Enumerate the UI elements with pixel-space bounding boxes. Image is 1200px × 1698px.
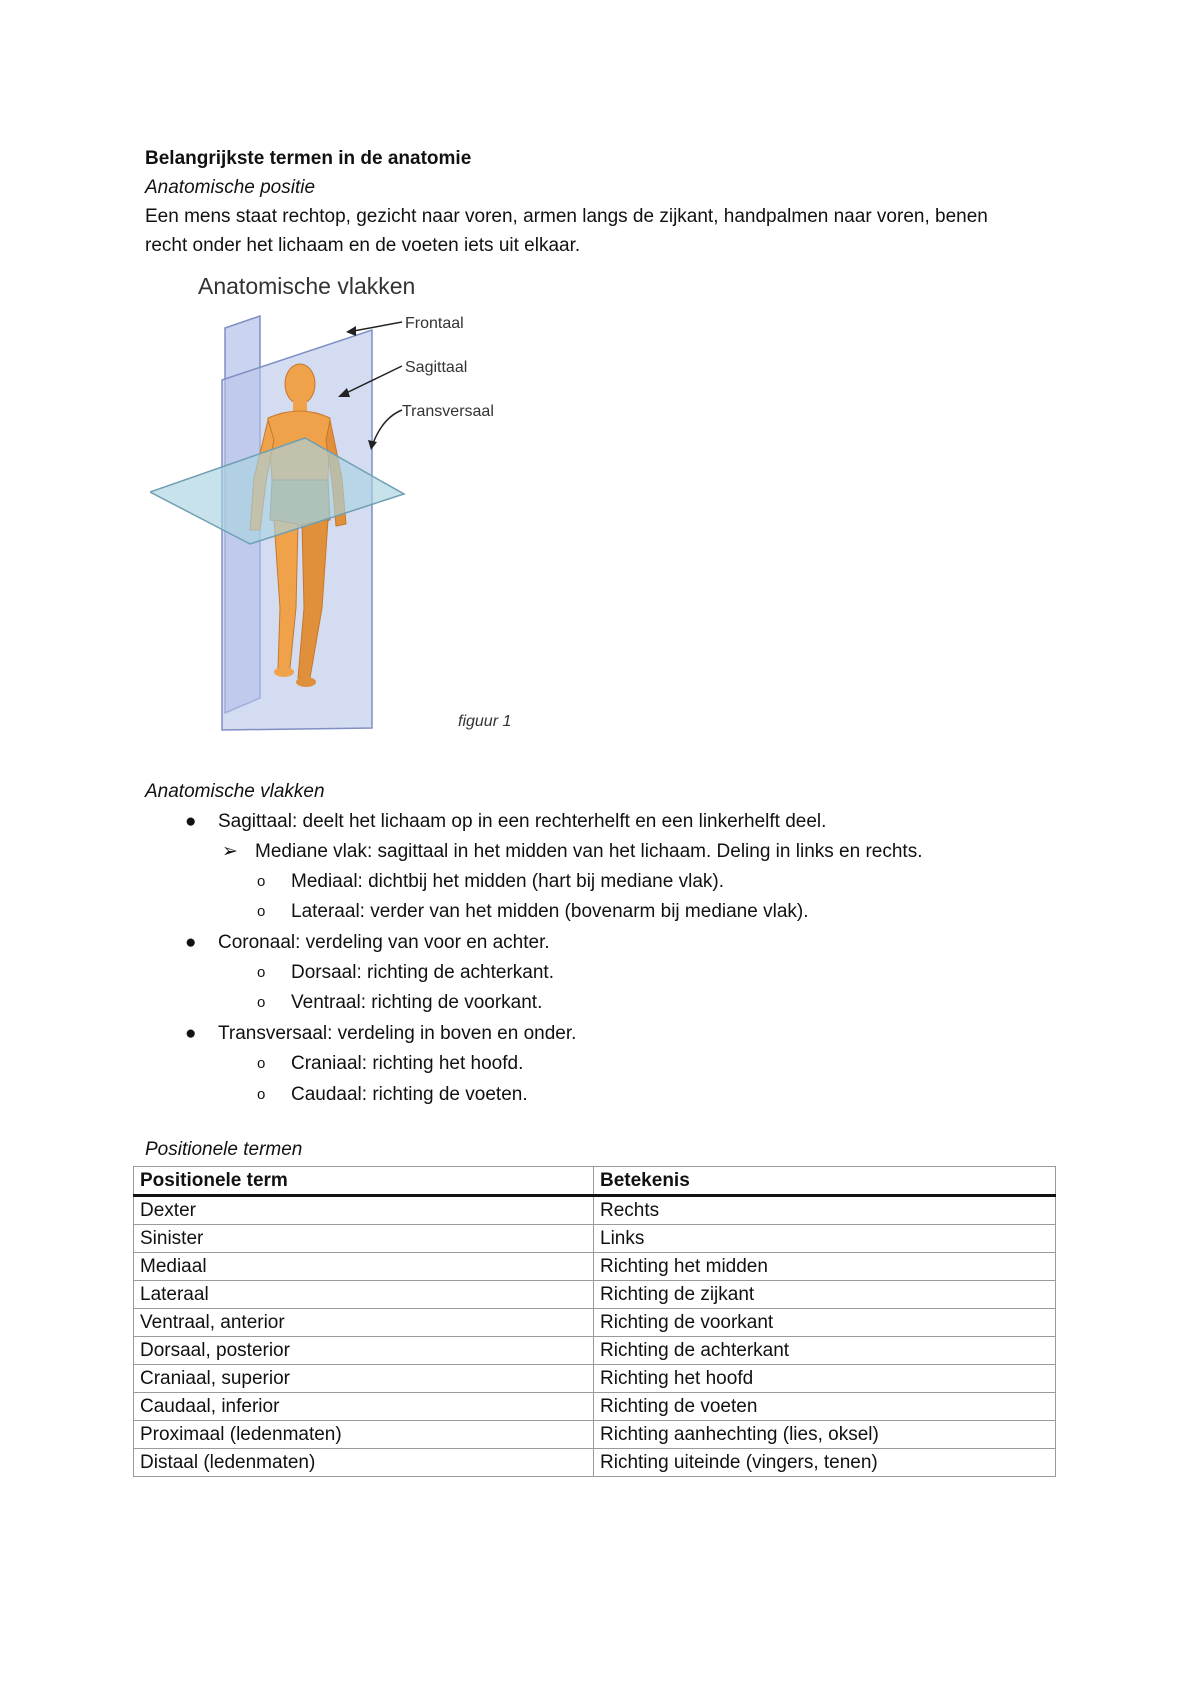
anatomical-planes-illustration bbox=[150, 268, 550, 738]
table-cell: Richting het midden bbox=[594, 1253, 1056, 1281]
label-frontal: Frontaal bbox=[405, 315, 464, 332]
list-item: Ventraal: richting de voorkant. bbox=[291, 992, 543, 1013]
table-cell: Richting het hoofd bbox=[594, 1365, 1056, 1393]
filled-dot-icon: ● bbox=[185, 811, 197, 832]
table-row bbox=[134, 1365, 1056, 1393]
filled-dot-icon: ● bbox=[185, 1023, 197, 1044]
hollow-circle-icon: o bbox=[257, 964, 266, 981]
filled-dot-icon: ● bbox=[185, 932, 197, 953]
figure-caption: figuur 1 bbox=[458, 713, 512, 730]
table-cell: Links bbox=[594, 1225, 1056, 1253]
hollow-circle-icon: o bbox=[257, 873, 266, 890]
arrowhead-icon: ➢ bbox=[222, 841, 238, 862]
table-cell: Mediaal bbox=[134, 1253, 594, 1281]
section-heading-position: Anatomische positie bbox=[145, 177, 316, 198]
list-item: Mediane vlak: sagittaal in het midden van het lichaam. Deling in links en rechts. bbox=[255, 841, 923, 862]
label-transversal: Transversaal bbox=[402, 403, 494, 420]
hollow-circle-icon: o bbox=[257, 1055, 266, 1072]
list-item: Craniaal: richting het hoofd. bbox=[291, 1053, 524, 1074]
list-item: Transversaal: verdeling in boven en onder. bbox=[218, 1023, 577, 1044]
table-row bbox=[134, 1449, 1056, 1477]
table-cell: Proximaal (ledenmaten) bbox=[134, 1421, 594, 1449]
table-cell: Distaal (ledenmaten) bbox=[134, 1449, 594, 1477]
table-cell: Dexter bbox=[134, 1196, 594, 1225]
table-cell: Caudaal, inferior bbox=[134, 1393, 594, 1421]
column-header: Betekenis bbox=[594, 1167, 1056, 1196]
label-sagittal: Sagittaal bbox=[405, 359, 468, 376]
table-row bbox=[134, 1393, 1056, 1421]
document-title: Belangrijkste termen in de anatomie bbox=[145, 148, 472, 169]
list-item: Mediaal: dichtbij het midden (hart bij mediane vlak). bbox=[291, 871, 724, 892]
hollow-circle-icon: o bbox=[257, 1086, 266, 1103]
positional-terms-table bbox=[133, 1166, 1056, 1477]
anatomical-planes-figure bbox=[150, 268, 550, 738]
table-cell: Richting de voeten bbox=[594, 1393, 1056, 1421]
list-item: Caudaal: richting de voeten. bbox=[291, 1084, 528, 1105]
table-cell: Craniaal, superior bbox=[134, 1365, 594, 1393]
table-row bbox=[134, 1225, 1056, 1253]
table-header-row bbox=[134, 1167, 1056, 1196]
section-heading-terms: Positionele termen bbox=[145, 1139, 303, 1160]
list-item: Dorsaal: richting de achterkant. bbox=[291, 962, 554, 983]
table-row bbox=[134, 1337, 1056, 1365]
table-row bbox=[134, 1309, 1056, 1337]
hollow-circle-icon: o bbox=[257, 994, 266, 1011]
section-heading-planes: Anatomische vlakken bbox=[145, 781, 325, 802]
figure-title: Anatomische vlakken bbox=[198, 273, 416, 299]
table-cell: Richting de zijkant bbox=[594, 1281, 1056, 1309]
table-row bbox=[134, 1281, 1056, 1309]
table-row bbox=[134, 1421, 1056, 1449]
list-item: Sagittaal: deelt het lichaam op in een rechterhelft en een linkerhelft deel. bbox=[218, 811, 827, 832]
table-cell: Sinister bbox=[134, 1225, 594, 1253]
table-cell: Rechts bbox=[594, 1196, 1056, 1225]
hollow-circle-icon: o bbox=[257, 903, 266, 920]
paragraph-line: Een mens staat rechtop, gezicht naar voren, armen langs de zijkant, handpalmen naar voren, benen bbox=[145, 206, 988, 227]
table-row bbox=[134, 1196, 1056, 1225]
frontal-arrow bbox=[348, 322, 402, 332]
table-cell: Lateraal bbox=[134, 1281, 594, 1309]
transversal-arrow bbox=[372, 410, 402, 446]
paragraph-line: recht onder het lichaam en de voeten iets uit elkaar. bbox=[145, 235, 581, 256]
column-header: Positionele term bbox=[134, 1167, 594, 1196]
table-cell: Richting uiteinde (vingers, tenen) bbox=[594, 1449, 1056, 1477]
table-cell: Ventraal, anterior bbox=[134, 1309, 594, 1337]
table-row bbox=[134, 1253, 1056, 1281]
table-cell: Dorsaal, posterior bbox=[134, 1337, 594, 1365]
list-item: Coronaal: verdeling van voor en achter. bbox=[218, 932, 550, 953]
table-cell: Richting de achterkant bbox=[594, 1337, 1056, 1365]
table-cell: Richting aanhechting (lies, oksel) bbox=[594, 1421, 1056, 1449]
arrowhead-icon bbox=[346, 326, 356, 336]
list-item: Lateraal: verder van het midden (bovenarm bij mediane vlak). bbox=[291, 901, 809, 922]
table-cell: Richting de voorkant bbox=[594, 1309, 1056, 1337]
